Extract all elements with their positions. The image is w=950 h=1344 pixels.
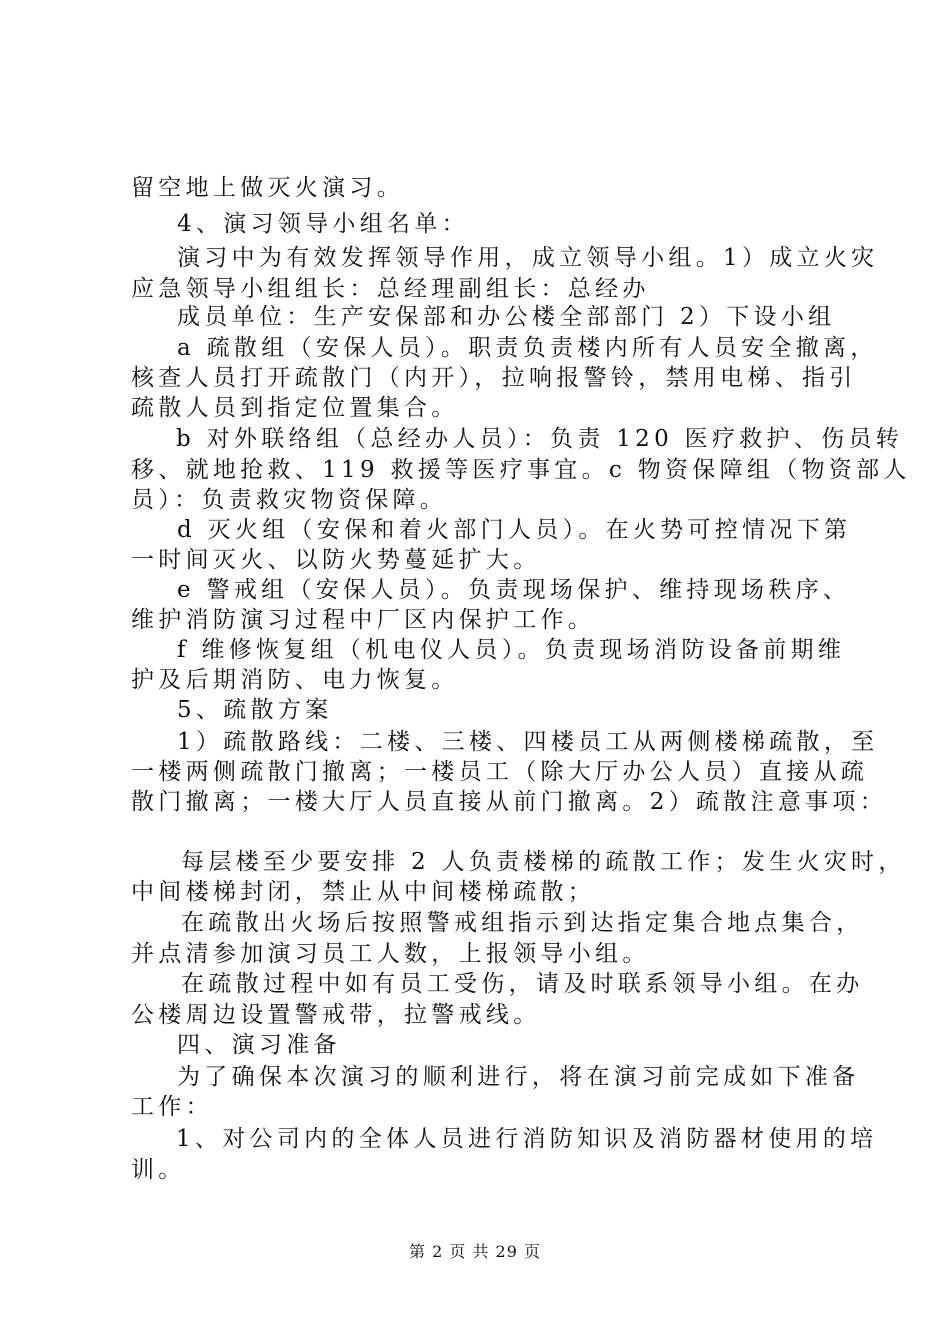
text-line: 员）：负责救灾物资保障。 xyxy=(131,487,448,513)
text-line: 成员单位：生产安保部和办公楼全部部门 2）下设小组 xyxy=(177,304,836,330)
text-line: 为了确保本次演习的顺利进行，将在演习前完成如下准备 xyxy=(177,1064,860,1090)
text-line: 一时间灭火、以防火势蔓延扩大。 xyxy=(131,547,541,573)
text-line: 核查人员打开疏散门（内开），拉响报警铃，禁用电梯、指引 xyxy=(131,365,857,391)
text-line: 留空地上做灭火演习。 xyxy=(131,175,404,201)
text-line: e 警戒组（安保人员）。负责现场保护、维持现场秩序、 xyxy=(177,577,851,603)
text-line: b 对外联络组（总经办人员）：负责 120 医疗救护、伤员转 xyxy=(176,426,904,452)
page-footer: 第 2 页 共 29 页 xyxy=(409,1242,541,1261)
text-line: 1、对公司内的全体人员进行消防知识及消防器材使用的培 xyxy=(176,1126,878,1152)
text-line: 四、演习准备 xyxy=(177,1032,341,1058)
text-line: 应急领导小组组长：总经理副组长：总经办 xyxy=(131,276,650,302)
text-line: d 灭火组（安保和着火部门人员）。在火势可控情况下第 xyxy=(177,517,852,543)
text-line: 并点清参加演习员工人数，上报领导小组。 xyxy=(131,941,650,967)
text-line: f 维修恢复组（机电仪人员）。负责现场消防设备前期维 xyxy=(177,637,846,663)
text-line: 在疏散过程中如有员工受伤，请及时联系领导小组。在办 xyxy=(181,971,864,997)
text-line: 移、就地抢救、119 救援等医疗事宜。c 物资保障组（物资部人 xyxy=(131,457,911,483)
text-line: 在疏散出火场后按照警戒组指示到达指定集合地点集合， xyxy=(181,910,864,936)
text-line: 疏散人员到指定位置集合。 xyxy=(131,395,459,421)
text-line: 护及后期消防、电力恢复。 xyxy=(131,667,459,693)
text-line: 一楼两侧疏散门撤离；一楼员工（除大厅办公人员）直接从疏 xyxy=(131,759,869,785)
text-line: 公楼周边设置警戒带，拉警戒线。 xyxy=(131,1002,541,1028)
text-line: 5、疏散方案 xyxy=(177,697,333,723)
text-line: 散门撤离；一楼大厅人员直接从前门撤离。2）疏散注意事项： xyxy=(131,789,888,815)
text-line: 训。 xyxy=(131,1157,186,1183)
text-line: 1）疏散路线：二楼、三楼、四楼员工从两侧楼梯疏散，至 xyxy=(177,729,879,755)
text-line: 每层楼至少要安排 2 人负责楼梯的疏散工作；发生火灾时， xyxy=(181,849,906,875)
text-line: 中间楼梯封闭，禁止从中间楼梯疏散； xyxy=(131,879,596,905)
text-line: a 疏散组（安保人员）。职责负责楼内所有人员安全撤离， xyxy=(177,335,878,361)
text-line: 演习中为有效发挥领导作用，成立领导小组。1）成立火灾 xyxy=(177,245,879,271)
text-line: 工作： xyxy=(131,1094,213,1120)
text-line: 4、演习领导小组名单： xyxy=(177,211,469,237)
text-line: 维护消防演习过程中厂区内保护工作。 xyxy=(131,607,596,633)
